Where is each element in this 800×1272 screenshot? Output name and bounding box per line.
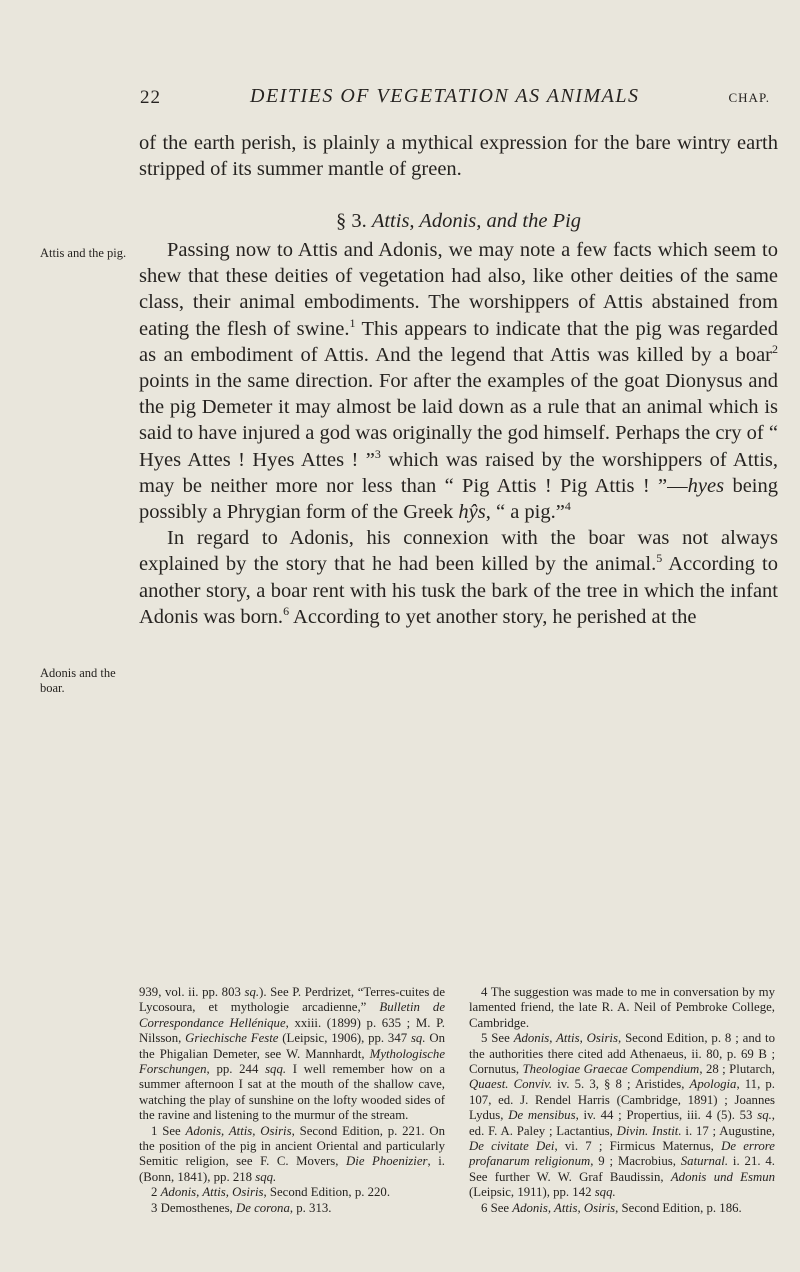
footnote-3	[139, 1201, 445, 1216]
fn-italic: Adonis, Attis, Osiris	[160, 1185, 264, 1200]
fn-text: , Second Edition, p. 220.	[263, 1185, 391, 1200]
paragraph-attis	[139, 237, 778, 525]
para1-d: which was raised by the worshippers of Attis, may be neither more nor less than “ Pig Attis ! Pig Attis ! ”—	[139, 448, 778, 497]
fn-text: (Leipsic, 1906), pp. 347	[278, 1031, 411, 1046]
para1-c: points in the same direction. For after the examples of the goat Dionysus and the pig Demeter it may almost be laid down as a rule that an animal which is said to have injured a god was originally the god himself. Perhaps the cry of “ Hyes Attes ! Hyes Attes ! ”	[139, 370, 778, 471]
fn-text: , 11, p. 107, ed. J. Rendel Harris (Cambridge, 1891) ; Joannes Lydus,	[469, 1077, 775, 1123]
fn-text: i. 17 ; Augustine,	[681, 1123, 776, 1138]
fn-italic: sqq.	[255, 1169, 277, 1184]
fn-text: , Second Edition, p. 221. On the position of the pig in ancient Oriental and particularly Semitic religion, see F. C. Movers,	[139, 1123, 446, 1169]
fn-italic: Die Phoenizier	[346, 1154, 428, 1169]
para1-b: This appears to indicate that the pig was regarded as an embodiment of Attis. And the legend that Attis was killed by a boar	[139, 317, 778, 366]
para2-c: According to yet another story, he perished at the	[289, 605, 697, 628]
fn-italic: Mythologische Forschungen	[139, 1046, 445, 1077]
fn-italic: Quaest. Conviv.	[469, 1077, 553, 1092]
fn-italic: De mensibus	[508, 1108, 576, 1123]
footnote-column-right	[469, 985, 775, 1216]
fn-italic: Bulletin de Correspondance Hellénique	[139, 1000, 445, 1030]
paragraph-adonis	[139, 525, 778, 630]
para2-b: According to another story, a boar rent with his tusk the bark of the tree in which the infant Adonis was born.	[139, 553, 778, 628]
main-text	[139, 237, 778, 630]
fn-italic: sq.	[410, 1031, 426, 1046]
footnote-ref-2: 2	[772, 341, 778, 356]
fn-text: On the Phigalian Demeter, see W. Mannhardt,	[139, 1031, 445, 1061]
fn-italic: Theologiae Graecae Compendium	[522, 1062, 700, 1077]
fn-text: , Second Edition, p. 186.	[615, 1200, 742, 1215]
para1-f: , “ a pig.”	[485, 501, 565, 524]
fn-text: 5 See	[481, 1031, 514, 1046]
footnote-ref-4: 4	[564, 499, 571, 514]
fn-italic: Adonis und Esmun	[670, 1169, 776, 1184]
fn-text: 6 See	[481, 1200, 513, 1215]
fn-text: , vi. 7 ; Firmicus Maternus,	[554, 1139, 722, 1154]
fn-italic: De corona	[235, 1200, 290, 1215]
fn-text: , 28 ; Plutarch,	[699, 1062, 775, 1077]
para1-e: being possibly a Phrygian form of the Greek	[139, 474, 779, 524]
footnote-2	[139, 1185, 445, 1200]
running-title: DEITIES OF VEGETATION AS ANIMALS	[250, 85, 640, 107]
fn-italic: sq.	[757, 1108, 772, 1123]
fn-italic: Adonis, Attis, Osiris	[512, 1200, 616, 1215]
fn-italic: De errore profanarum religionum	[469, 1139, 775, 1169]
fn-text: 2	[151, 1185, 161, 1200]
fn-italic: sq.	[244, 985, 260, 999]
margin-note-adonis: Adonis and the boar.	[40, 666, 116, 695]
fn-text: , i. (Bonn, 1841), pp. 218	[139, 1154, 445, 1184]
fn-italic: Adonis, Attis, Osiris	[513, 1031, 618, 1046]
section-title: Attis, Adonis, and the Pig	[371, 210, 582, 232]
fn-text: 1 See	[151, 1123, 186, 1138]
fn-italic: Adonis, Attis, Osiris	[185, 1123, 292, 1138]
footnote-ref-5: 5	[656, 551, 663, 566]
fn-italic: Apologia	[689, 1077, 737, 1092]
fn-text: 939, vol. ii. pp. 803	[139, 985, 245, 999]
fn-italic: sqq.	[265, 1062, 287, 1077]
word-hys: hŷs	[458, 501, 486, 524]
fn-italic: Divin. Instit.	[616, 1123, 682, 1138]
para2-a: In regard to Adonis, his connexion with the boar was not always explained by the story that he had been killed by the animal.	[139, 527, 778, 576]
running-head	[140, 85, 770, 115]
fn-italic: Saturnal.	[680, 1154, 729, 1169]
footnote-ref-3: 3	[374, 446, 381, 461]
fn-text: ). See P. Perdrizet, “Terres-cuites de Lycosoura, et mythologie arcadienne,”	[139, 985, 445, 1015]
footnote-continued	[139, 985, 445, 1124]
fn-text: , ed. F. A. Paley ; Lactantius,	[469, 1108, 775, 1138]
footnote-6	[469, 1201, 775, 1216]
fn-text: , 9 ; Macrobius,	[590, 1154, 681, 1169]
running-chapter: CHAP.	[728, 90, 770, 105]
fn-text: I well remember how on a summer afternoon I sat at the mouth of the shallow cave, watching the play of sunshine on the lofty wooded sides of the ravine and listening to the murmur of the stream.	[139, 1062, 445, 1123]
fn-text: , p. 313.	[289, 1200, 332, 1215]
footnote-column-left	[139, 985, 445, 1216]
margin-note-attis: Attis and the pig.	[40, 246, 127, 260]
fn-italic: De civitate Dei	[469, 1139, 555, 1154]
section-number: § 3.	[335, 210, 367, 232]
opening-paragraph: of the earth perish, is plainly a mythical expression for the bare wintry earth stripped of its summer mantle of green.	[139, 132, 778, 181]
fn-text: iv. 5. 3, § 8 ; Aristides,	[552, 1077, 690, 1092]
footnote-5	[469, 1031, 775, 1200]
fn-text: (Leipsic, 1911), pp. 142	[469, 1185, 595, 1200]
footnotes	[139, 985, 778, 1265]
fn-text: , iv. 44 ; Propertius, iii. 4 (5). 53	[575, 1108, 758, 1123]
fn-italic: sqq.	[594, 1185, 616, 1200]
word-hyes: hyes	[687, 474, 725, 497]
opening-lines	[139, 130, 778, 182]
footnote-1	[139, 1124, 445, 1186]
section-heading	[139, 210, 778, 233]
footnote-4: 4 The suggestion was made to me in conversation by my lamented friend, the late R. A. Neil of Pembroke College, Cambridge.	[469, 985, 775, 1030]
fn-italic: Griechische Feste	[185, 1031, 279, 1046]
page-number: 22	[140, 87, 161, 108]
footnote-ref-6: 6	[283, 604, 290, 619]
fn-text: , pp. 244	[206, 1062, 266, 1077]
fn-text: i. 21. 4. See further W. W. Graf Baudissin,	[469, 1154, 775, 1184]
fn-text: , xxiii. (1899) p. 635 ; M. P. Nilsson,	[139, 1015, 445, 1046]
footnote-ref-1: 1	[349, 315, 356, 330]
fn-text: , Second Edition, p. 8 ; and to the authorities there cited add Athenaeus, ii. 80, p. 69 B ; Cornutus,	[469, 1031, 775, 1077]
fn-text: 3 Demosthenes,	[151, 1200, 236, 1215]
para1-a: Passing now to Attis and Adonis, we may note a few facts which seem to shew that these deities of vegetation had also, like other deities of the same class, their animal embodiments. The worshippers of Attis abstained from eating the flesh of swine.	[139, 239, 778, 340]
